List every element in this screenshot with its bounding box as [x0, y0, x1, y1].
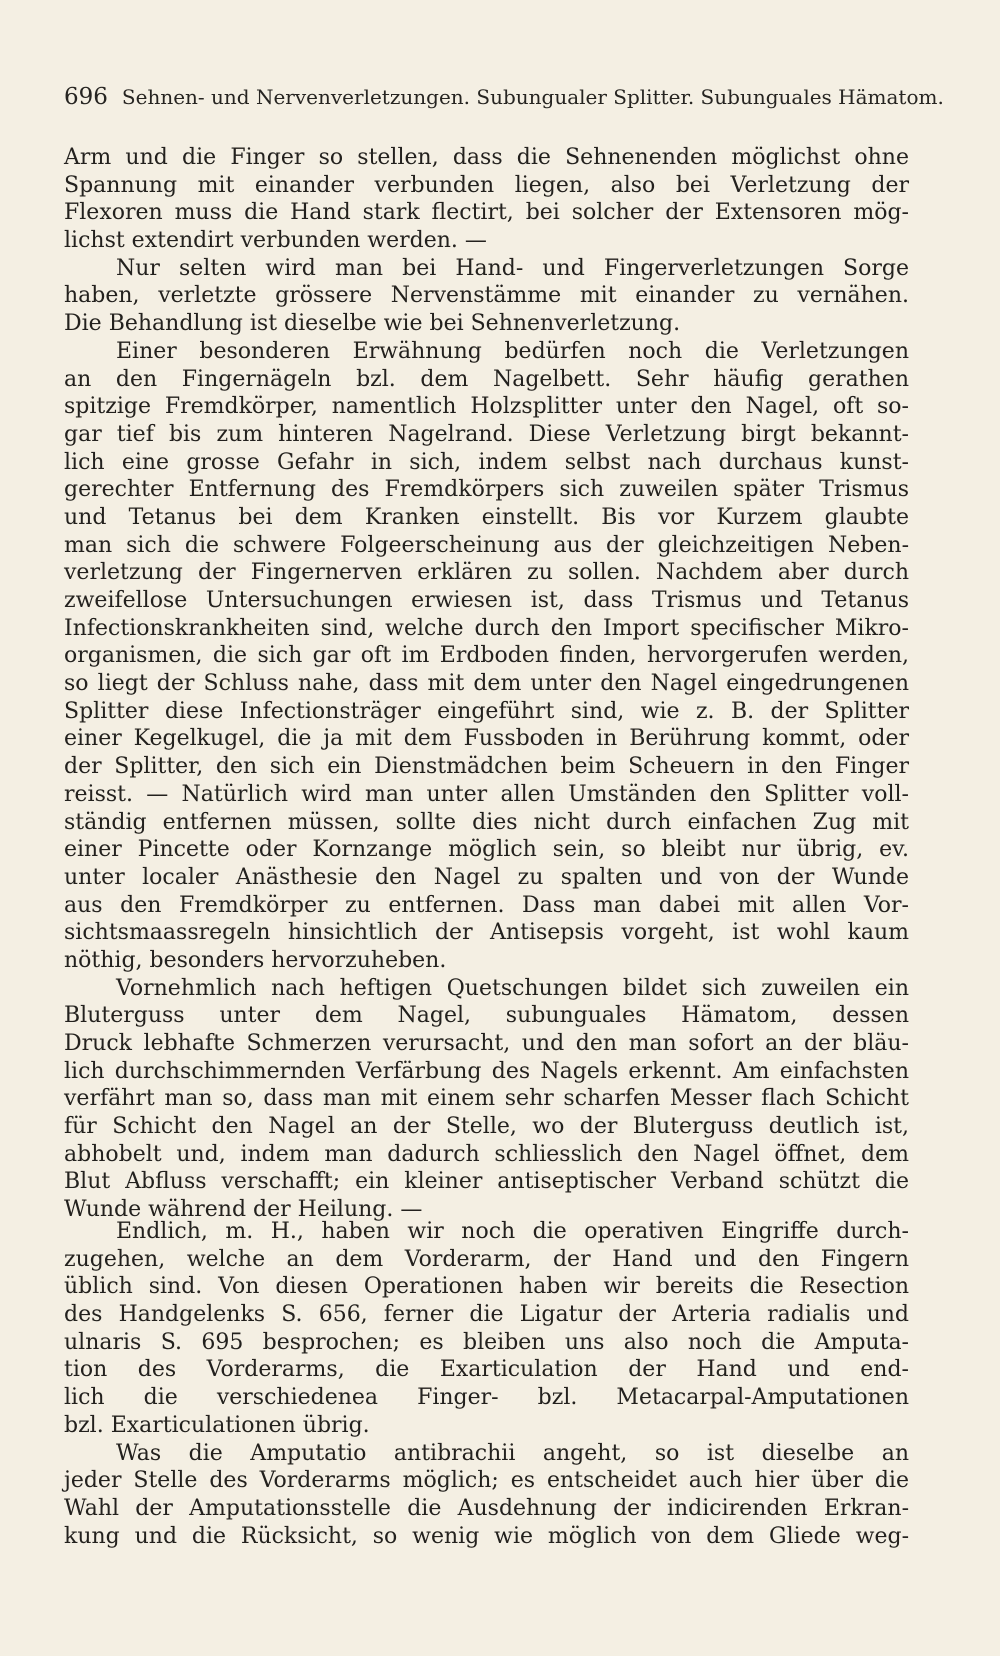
text-line: verletzung der Fingernerven erklären zu sollen. Nachdem aber durch: [64, 560, 909, 586]
text-line: Flexoren muss die Hand stark flectirt, bei solcher der Extensoren mög-: [64, 200, 909, 226]
text-line: Wahl der Amputationsstelle die Ausdehnung der indicirenden Erkran-: [64, 1495, 909, 1521]
text-line: Die Behandlung ist dieselbe wie bei Sehnenverletzung.: [64, 311, 681, 337]
text-line: ständig entfernen müssen, sollte dies nicht durch einfachen Zug mit: [64, 809, 909, 835]
text-line: Nur selten wird man bei Hand- und Fingerverletzungen Sorge: [116, 255, 909, 281]
text-line: Was die Amputatio antibrachii angeht, so ist dieselbe an: [116, 1440, 909, 1466]
text-line: einer Kegelkugel, die ja mit dem Fussboden in Berührung kommt, oder: [64, 726, 909, 752]
text-line: sichtsmaassregeln hinsichtlich der Antisepsis vorgeht, ist wohl kaum: [64, 920, 909, 946]
text-line: lich eine grosse Gefahr in sich, indem selbst nach durchaus kunst-: [64, 449, 909, 475]
text-line: zweifellose Untersuchungen erwiesen ist, dass Trismus und Tetanus: [64, 588, 909, 613]
running-title: Sehnen- und Nervenverletzungen. Subungualer Splitter. Subunguales Hämatom.: [121, 85, 944, 109]
text-line: an den Fingernägeln bzl. dem Nagelbett. Sehr häufig gerathen: [64, 366, 909, 392]
text-line: der Splitter, den sich ein Dienstmädchen beim Scheuern in den Finger: [64, 754, 909, 780]
text-line: lich die verschiedenea Finger- bzl. Metacarpal-Amputationen: [64, 1385, 909, 1411]
text-line: spitzige Fremdkörper, namentlich Holzsplitter unter den Nagel, oft so-: [64, 394, 909, 420]
text-line: man sich die schwere Folgeerscheinung aus der gleichzeitigen Neben-: [64, 532, 909, 558]
text-line: Arm und die Finger so stellen, dass die Sehnenenden möglichst ohne: [64, 145, 909, 170]
text-line: lich durchschimmernden Verfärbung des Nagels erkennt. Am einfachsten: [64, 1058, 909, 1084]
text-line: Splitter diese Infectionsträger eingeführt sind, wie z. B. der Splitter: [64, 698, 909, 724]
text-line: bzl. Exarticulationen übrig.: [64, 1412, 370, 1438]
text-line: aus den Fremdkörper zu entfernen. Dass man dabei mit allen Vor-: [64, 892, 909, 918]
text-line: Endlich, m. H., haben wir noch die operativen Eingriffe durch-: [116, 1219, 909, 1244]
text-line: einer Pincette oder Kornzange möglich sein, so bleibt nur übrig, ev.: [64, 837, 909, 863]
text-line: Infectionskrankheiten sind, welche durch den Import specifischer Mikro-: [64, 615, 909, 641]
text-line: organismen, die sich gar oft im Erdboden finden, hervorgerufen werden,: [64, 643, 909, 669]
running-header: [64, 84, 944, 114]
text-line: lichst extendirt verbunden werden. —: [64, 228, 487, 254]
text-line: unter localer Anästhesie den Nagel zu spalten und von der Wunde: [64, 864, 909, 890]
text-line: für Schicht den Nagel an der Stelle, wo der Bluterguss deutlich ist,: [64, 1114, 909, 1140]
text-line: so liegt der Schluss nahe, dass mit dem unter den Nagel eingedrungenen: [64, 671, 909, 697]
text-line: nöthig, besonders hervorzuheben.: [64, 947, 447, 973]
text-line: abhobelt und, indem man dadurch schliesslich den Nagel öffnet, dem: [64, 1141, 909, 1167]
body-text-section-1: [64, 144, 909, 1224]
text-line: zugehen, welche an dem Vorderarm, der Hand und den Fingern: [64, 1246, 909, 1272]
text-line: tion des Vorderarms, die Exarticulation der Hand und end-: [64, 1357, 909, 1383]
text-line: und Tetanus bei dem Kranken einstellt. Bis vor Kurzem glaubte: [64, 504, 909, 530]
text-line: Wunde während der Heilung. —: [64, 1197, 423, 1223]
text-line: Spannung mit einander verbunden liegen, also bei Verletzung der: [64, 172, 909, 198]
text-line: Einer besonderen Erwähnung bedürfen noch die Verletzungen: [116, 338, 909, 364]
text-line: reisst. — Natürlich wird man unter allen Umständen den Splitter voll-: [64, 781, 909, 807]
text-line: ulnaris S. 695 besprochen; es bleiben uns also noch die Amputa-: [64, 1329, 909, 1355]
text-line: verfährt man so, dass man mit einem sehr scharfen Messer flach Schicht: [64, 1086, 909, 1112]
text-line: Vornehmlich nach heftigen Quetschungen bildet sich zuweilen ein: [116, 975, 909, 1001]
text-line: gar tief bis zum hinteren Nagelrand. Diese Verletzung birgt bekannt-: [64, 421, 909, 447]
text-line: jeder Stelle des Vorderarms möglich; es entscheidet auch hier über die: [64, 1468, 909, 1494]
text-line: Druck lebhafte Schmerzen verursacht, und den man sofort an der bläu-: [64, 1031, 909, 1056]
body-text-section-2: [64, 1218, 909, 1550]
text-line: üblich sind. Von diesen Operationen haben wir bereits die Resection: [64, 1274, 909, 1300]
text-line: des Handgelenks S. 656, ferner die Ligatur der Arteria radialis und: [64, 1302, 909, 1328]
text-line: Bluterguss unter dem Nagel, subunguales Hämatom, dessen: [64, 1003, 909, 1029]
text-line: kung und die Rücksicht, so wenig wie möglich von dem Gliede weg-: [64, 1523, 909, 1549]
text-line: Blut Abfluss verschafft; ein kleiner antiseptischer Verband schützt die: [64, 1169, 909, 1195]
page-number: 696: [64, 84, 108, 110]
text-line: gerechter Entfernung des Fremdkörpers sich zuweilen später Trismus: [64, 477, 909, 503]
text-line: haben, verletzte grössere Nervenstämme mit einander zu vernähen.: [64, 283, 909, 309]
